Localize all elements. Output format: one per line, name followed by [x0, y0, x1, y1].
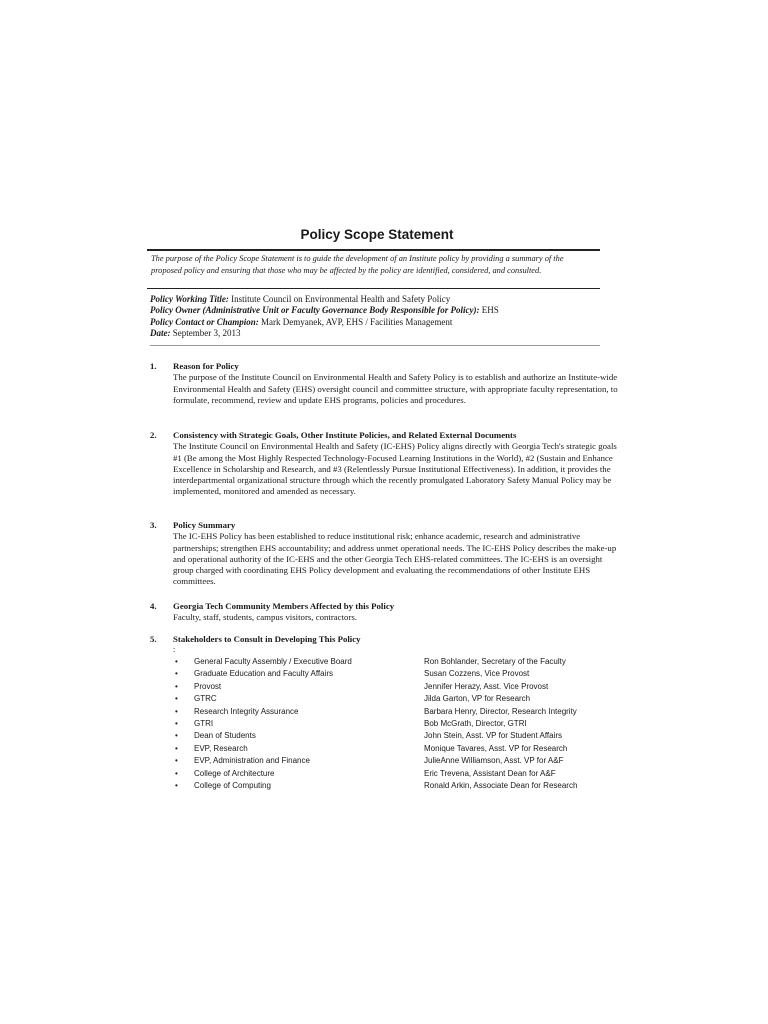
- list-item: [175, 731, 615, 743]
- stakeholder-person: Monique Tavares, Asst. VP for Research: [424, 743, 568, 753]
- section-heading: Stakeholders to Consult in Developing This Policy: [173, 634, 361, 644]
- contact-row: [150, 317, 600, 328]
- stakeholder-list: [175, 657, 615, 793]
- stakeholders-colon: :: [173, 645, 176, 654]
- purpose-statement: The purpose of the Policy Scope Statement is to guide the development of an Institute policy by providing a summary of the proposed policy and ensuring that those who may be affected by the policy are identified, considered, and consulted.: [147, 249, 600, 289]
- section-body: The IC-EHS Policy has been established to reduce institutional risk; enhance academic, research and administrative partnerships; strengthen EHS accountability; and address unmet operational needs. The IC-EHS Policy describes the make-up and operational authority of the IC-EHS and the other Georgia Tech EHS-related committees. The IC-EHS is an oversight group charged with coordinating EHS Policy development and evaluating the recommendations of other Institute EHS committees.: [173, 531, 617, 587]
- list-item: [175, 694, 615, 706]
- stakeholder-person: Eric Trevena, Assistant Dean for A&F: [424, 768, 556, 778]
- list-item: [175, 707, 615, 719]
- date-label: Date:: [150, 327, 171, 338]
- stakeholder-org: General Faculty Assembly / Executive Board: [194, 657, 352, 666]
- bullet-icon: •: [175, 743, 178, 753]
- stakeholder-org: EVP, Research: [194, 743, 248, 753]
- section-body: The Institute Council on Environmental Health and Safety (IC-EHS) Policy aligns directly with Georgia Tech's strategic goals #1 (Be among the Most Highly Respected Technology-Focused Learning Institutions in the World), #2 (Sustain and Enhance Excellence in Scholarship and Research, and #3 (Relentlessly Pursue Institutional Effectiveness). In addition, it provides the interdepartmental organizational structure through which the recently promulgated Laboratory Safety Manual Policy may be implemented, monitored and amended as necessary.: [173, 441, 617, 497]
- stakeholder-org: College of Computing: [194, 780, 271, 790]
- stakeholder-person: Ron Bohlander, Secretary of the Faculty: [424, 657, 566, 666]
- section-number: 1.: [150, 361, 157, 371]
- stakeholder-org: College of Architecture: [194, 768, 275, 778]
- contact-label: Policy Contact or Champion:: [150, 316, 259, 327]
- list-item: [175, 781, 615, 793]
- stakeholder-org: Research Integrity Assurance: [194, 706, 299, 716]
- working-title-label: Policy Working Title:: [150, 294, 229, 304]
- list-item: [175, 769, 615, 781]
- stakeholder-org: EVP, Administration and Finance: [194, 756, 310, 766]
- section-affected: [150, 601, 620, 624]
- section-body: Faculty, staff, students, campus visitors, contractors.: [173, 612, 357, 623]
- bullet-icon: •: [175, 780, 178, 790]
- list-item: [175, 657, 615, 669]
- section-heading: Reason for Policy: [173, 361, 239, 371]
- bullet-icon: •: [175, 694, 178, 704]
- list-item: [175, 719, 615, 731]
- stakeholder-person: John Stein, Asst. VP for Student Affairs: [424, 731, 563, 741]
- stakeholder-person: Barbara Henry, Director, Research Integrity: [424, 706, 577, 716]
- stakeholder-person: Jilda Garton, VP for Research: [424, 694, 531, 704]
- owner-row: [150, 305, 600, 316]
- stakeholder-person: JulieAnne Williamson, Asst. VP for A&F: [424, 756, 564, 766]
- bullet-icon: •: [175, 657, 178, 666]
- list-item: [175, 744, 615, 756]
- section-heading: Georgia Tech Community Members Affected by this Policy: [173, 601, 395, 611]
- stakeholder-person: Jennifer Herazy, Asst. Vice Provost: [424, 681, 549, 691]
- list-item: [175, 756, 615, 768]
- date-value: September 3, 2013: [172, 327, 241, 338]
- owner-value: EHS: [481, 305, 499, 316]
- section-heading: Consistency with Strategic Goals, Other Institute Policies, and Related External Documents: [173, 430, 517, 440]
- stakeholder-org: GTRI: [194, 718, 214, 728]
- section-heading: Policy Summary: [173, 520, 236, 530]
- page-title: Policy Scope Statement: [300, 227, 454, 242]
- bullet-icon: •: [175, 756, 178, 766]
- section-body: The purpose of the Institute Council on Environmental Health and Safety Policy is to establish and authorize an Institute-wide Environmental Health and Safety (EHS) oversight council and committee structure, with appropriate faculty representation, to formulate, recommend, review and update EHS programs, policies and procedures.: [173, 372, 618, 405]
- bullet-icon: •: [175, 731, 178, 741]
- bullet-icon: •: [175, 718, 178, 728]
- stakeholder-org: GTRC: [194, 694, 217, 704]
- metadata-divider: [150, 345, 600, 346]
- policy-metadata: [150, 294, 600, 339]
- date-row: [150, 328, 600, 339]
- section-stakeholders: [150, 634, 620, 645]
- owner-label: Policy Owner (Administrative Unit or Faculty Governance Body Responsible for Policy):: [150, 305, 480, 316]
- bullet-icon: •: [175, 768, 178, 778]
- stakeholder-person: Bob McGrath, Director, GTRI: [424, 718, 527, 728]
- list-item: [175, 669, 615, 681]
- working-title-value: Institute Council on Environmental Health and Safety Policy: [231, 294, 451, 304]
- stakeholder-person: Ronald Arkin, Associate Dean for Research: [424, 780, 578, 790]
- stakeholder-person: Susan Cozzens, Vice Provost: [424, 669, 530, 679]
- stakeholder-org: Graduate Education and Faculty Affairs: [194, 669, 334, 679]
- section-reason: [150, 361, 620, 406]
- section-summary: [150, 520, 620, 588]
- bullet-icon: •: [175, 669, 178, 679]
- stakeholder-org: Provost: [194, 681, 222, 691]
- contact-value: Mark Demyanek, AVP, EHS / Facilities Management: [261, 316, 453, 327]
- bullet-icon: •: [175, 681, 178, 691]
- section-number: 3.: [150, 520, 157, 530]
- working-title-row: [150, 294, 600, 305]
- list-item: [175, 682, 615, 694]
- section-number: 2.: [150, 430, 157, 440]
- section-number: 4.: [150, 601, 157, 611]
- stakeholder-org: Dean of Students: [194, 731, 256, 741]
- section-consistency: [150, 430, 620, 498]
- section-number: 5.: [150, 634, 157, 644]
- bullet-icon: •: [175, 706, 178, 716]
